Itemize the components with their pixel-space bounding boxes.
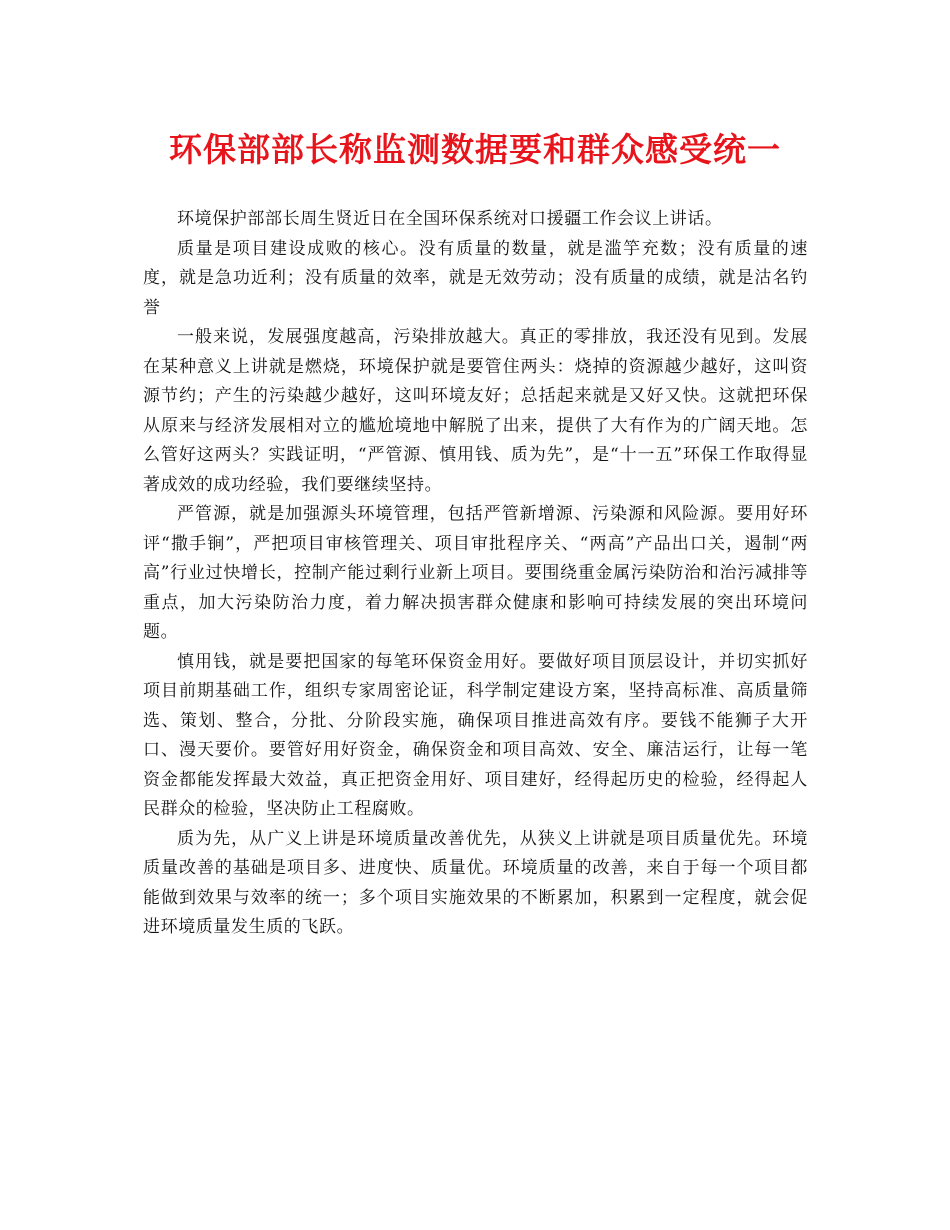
document-title: 环保部部长称监测数据要和群众感受统一 <box>169 130 781 169</box>
paragraph: 一般来说，发展强度越高，污染排放越大。真正的零排放，我还没有见到。发展在某种意义上讲就是燃烧，环境保护就是要管住两头：烧掉的资源越少越好，这叫资源节约；产生的污染越少越好，这叫环境友好；总括起来就是又好又快。这就把环保从原来与经济发展相对立的尴尬境地中解脱了出来，提供了大有作为的广阔天地。怎么管好这两头？实践证明，“严管源、慎用钱、质为先”，是“十一五”环保工作取得显著成效的成功经验，我们要继续坚持。 <box>143 327 808 495</box>
paragraph: 慎用钱，就是要把国家的每笔环保资金用好。要做好项目顶层设计，并切实抓好项目前期基础工作，组织专家周密论证，科学制定建设方案，坚持高标准、高质量筛选、策划、整合，分批、分阶段实施，确保项目推进高效有序。要钱不能狮子大开口、漫天要价。要管好用好资金，确保资金和项目高效、安全、廉洁运行，让每一笔资金都能发挥最大效益，真正把资金用好、项目建好，经得起历史的检验，经得起人民群众的检验，坚决防止工程腐败。 <box>143 651 808 819</box>
paragraph: 质为先，从广义上讲是环境质量改善优先，从狭义上讲就是项目质量优先。环境质量改善的基础是项目多、进度快、质量优。环境质量的改善，来自于每一个项目都能做到效果与效率的统一；多个项目实施效果的不断累加，积累到一定程度，就会促进环境质量发生质的飞跃。 <box>143 828 808 937</box>
document-body <box>143 205 808 943</box>
paragraph: 环境保护部部长周生贤近日在全国环保系统对口援疆工作会议上讲话。 <box>177 209 723 229</box>
paragraph: 质量是项目建设成败的核心。没有质量的数量，就是滥竽充数；没有质量的速度，就是急功近利；没有质量的效率，就是无效劳动；没有质量的成绩，就是沽名钓誉 <box>143 238 808 318</box>
paragraph: 严管源，就是加强源头环境管理，包括严管新增源、污染源和风险源。要用好环评“撒手锏”，严把项目审核管理关、项目审批程序关、“两高”产品出口关，遏制“两高”行业过快增长，控制产能过剩行业新上项目。要围绕重金属污染防治和治污减排等重点，加大污染防治力度，着力解决损害群众健康和影响可持续发展的突出环境问题。 <box>143 504 808 642</box>
